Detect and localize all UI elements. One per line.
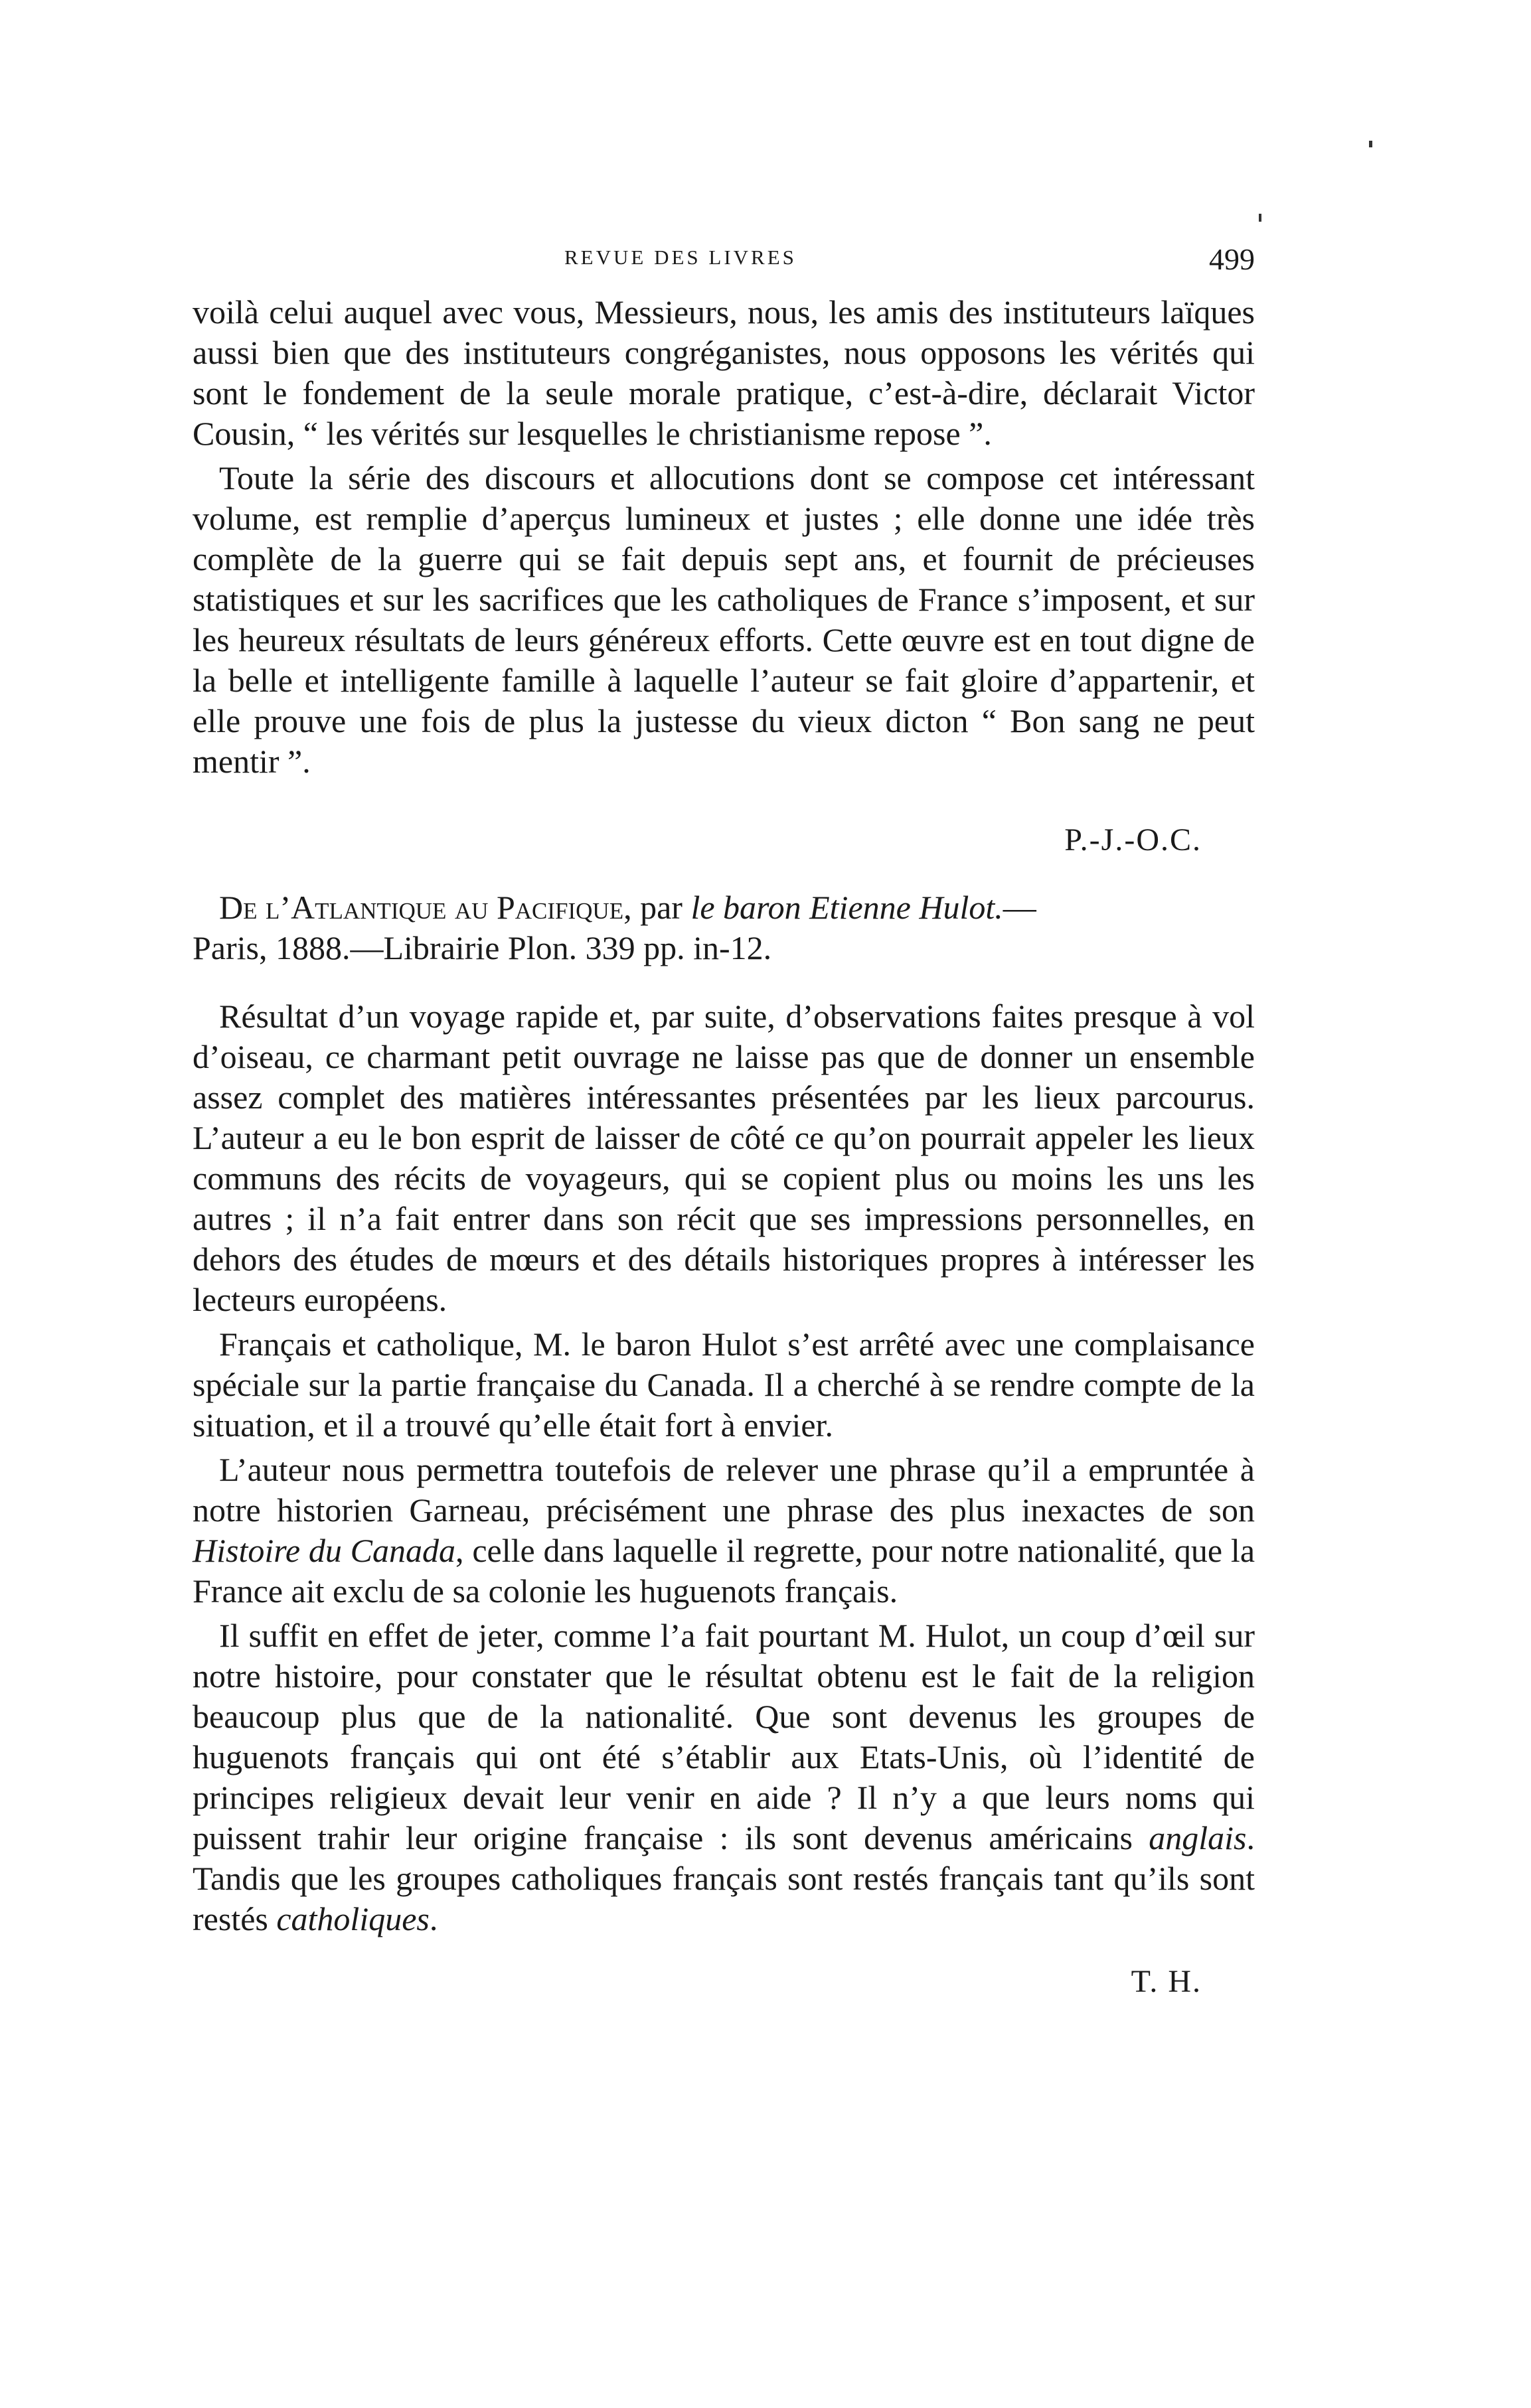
review2-paragraph-4 [193,1616,1255,1939]
book-title: De l’Atlantique au Pacifique, [219,889,632,926]
running-head [193,239,1255,292]
scan-speck [1259,214,1261,222]
p3-book-title: Histoire du Canada [193,1532,456,1569]
review1-paragraph-1: voilà celui auquel avec vous, Messieurs, nous, les amis des instituteurs laïques aussi bien que des instituteurs congréganistes, nous opposons les vérités qui sont le fondement de la seule morale pratique, c’est-à-dire, déclarait Victor Cousin, “ les vérités sur lesquelles le christianisme repose ”. [193,293,1255,452]
running-title: REVUE DES LIVRES [564,246,797,269]
p4-text-a: Il suffit en effet de jeter, comme l’a fait pourtant M. Hulot, un coup d’œil sur notre histoire, pour constater que le résultat obtenu est le fait de la religion beaucoup plus que de la nationalité. Que sont devenus les groupes de huguenots français qui ont été s’établir aux Etats-Unis, où l’identité de principes religieux devait leur venir en aide ? Il n’y a que leurs noms qui puissent trahir leur origine française : ils sont devenus américains [193,1617,1255,1856]
page-number: 499 [1209,242,1255,276]
review1-paragraph-2: Toute la série des discours et allocutions dont se compose cet intéressant volume, est remplie d’aperçus lumineux et justes ; elle donne une idée très complète de la guerre qui se fait depuis sept ans, et fournit de précieuses statistiques et sur les sacrifices que les catholiques de France s’imposent, et sur les heureux résultats de leurs généreux efforts. Cette œuvre est en tout digne de la belle et intelligente famille à laquelle l’auteur se fait gloire d’appartenir, et elle prouve une fois de plus la justesse du vieux dicton “ Bon sang ne peut mentir ”. [193,459,1255,780]
book-publication: Paris, 1888.—Librairie Plon. 339 pp. in-12. [193,929,772,966]
review2-paragraph-2: Français et catholique, M. le baron Hulot s’est arrêté avec une complaisance spéciale sur la partie française du Canada. Il a cherché à se rendre compte de la situation, et il a trouvé qu’elle était fort à envier. [193,1325,1255,1444]
review2-signature: T. H. [1131,1964,1202,1999]
review2-paragraph-3 [193,1450,1255,1612]
p4-italic-catholiques: catholiques [276,1900,430,1937]
review2-paragraph-1: Résultat d’un voyage rapide et, par suite, d’observations faites presque à vol d’oiseau, ce charmant petit ouvrage ne laisse pas que de donner un ensemble assez complet des matières intéressantes présentées par les lieux parcourus. L’auteur a eu le bon esprit de laisser de côté ce qu’on pourrait appeler les lieux communs des récits de voyageurs, qui se copient plus ou moins les uns les autres ; il n’a fait entrer dans son récit que ses impressions personnelles, en dehors des études de mœurs et des détails historiques propres à intéresser les lecteurs européens. [193,998,1255,1318]
book-author: le baron Etienne Hulot. [690,889,1003,926]
p3-text-a: L’auteur nous permettra toutefois de relever une phrase qu’il a empruntée à notre historien Garneau, précisément une phrase des plus inexactes de son [193,1451,1255,1529]
scan-speck [1369,141,1372,147]
p3-text-b: , celle dans laquelle il regrette, pour notre nationalité, que la France ait exclu de sa colonie les huguenots français. [193,1532,1255,1610]
review2-heading [193,887,1255,968]
page-body [193,239,1255,2000]
p4-text-c: . [429,1900,438,1937]
p4-text-b: . Tandis que les groupes catholiques français sont restés français tant qu’ils sont restés [193,1819,1255,1937]
heading-dash: — [1003,889,1036,926]
review1-signature: P.-J.-O.C. [1064,822,1202,858]
p4-italic-anglais: anglais [1149,1819,1247,1856]
book-by: par [640,889,683,926]
